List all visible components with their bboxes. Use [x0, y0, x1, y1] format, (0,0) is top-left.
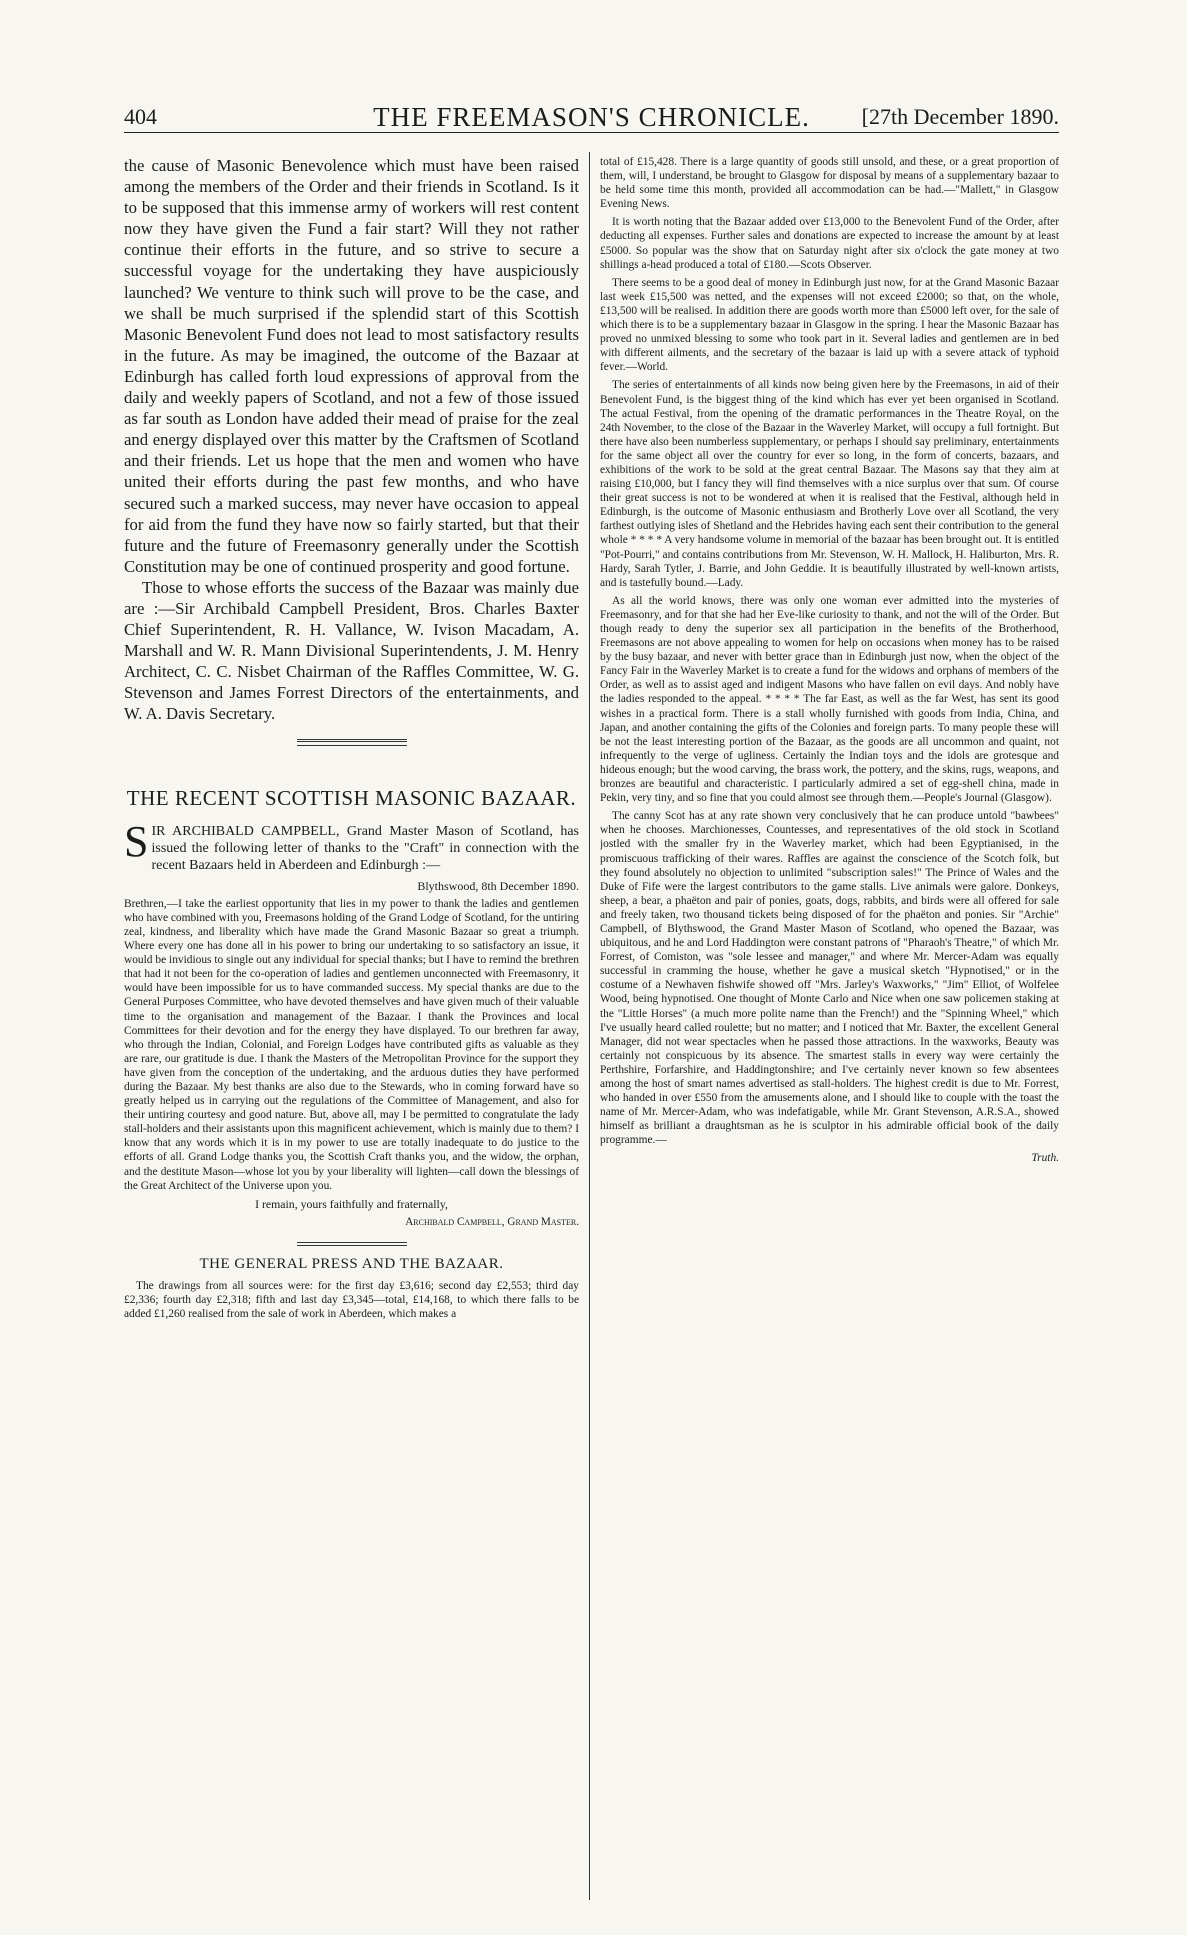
- drop-cap: S: [124, 816, 149, 866]
- letter-dateline: Blythswood, 8th December 1890.: [417, 878, 579, 893]
- column-rule: [589, 152, 590, 1900]
- editorial-paragraph: the cause of Masonic Benevolence which must have been raised among the members of the Order and their friends in Scotland. Is it to be supposed that this immense army of workers will rest content now they have given the Fund a fair start? Will they not rather continue their efforts in the future, and so strive to secure a successful voyage for the undertaking they have auspiciously launched? We venture to think such will prove to be the case, and we shall be much surprised if the splendid start of this Scottish Masonic Benevolent Fund does not lead to most satisfactory results in the future. As may be imagined, the outcome of the Bazaar at Edinburgh has called forth loud expressions of approval from the daily and weekly papers of Scotland, and not a few of those issued as far south as London have added their mead of praise for the zeal and energy displayed over this matter by the Craftsmen of Scotland and their friends. Let us hope that the men and women who have united their efforts during the past few months, and who have secured such a marked success, may never have occasion to appeal for aid from the fund they have now so fairly started, but that their future and the future of Freemasonry generally under the Scottish Constitution may be one of continued prosperity and good fortune.: [124, 156, 579, 576]
- press-paragraph: As all the world knows, there was only one woman ever admitted into the mysteries of Freemasonry, and for that she had her Eve-like curiosity to thank, and not the will of the Order. But though ready to deny the superior sex all participation in the benefits of the Brotherhood, Freemasons are not above appealing to women for help on occasions when money has to be raised by the busy bazaar, and never with better grace than in Edinburgh just now, when the object of the Fancy Fair in the Waverley Market is to create a fund for the widows and orphans of members of the Order, as well as to assist aged and indigent Masons who have fallen on evil days. And nobly have the ladies responded to the appeal. * * * * The far East, as well as the far West, has sent its good wishes in a practical form. There is a stall wholly furnished with goods from India, China, and Japan, and another containing the gifts of the Colonies and foreign parts. To many people these will be not the least interesting portion of the Bazaar, as the goods are all uncommon and quaint, not infrequently to the verge of ugliness. Certainly the Indian toys and the idols are grotesque and hideous enough; but the wood carving, the brass work, the pottery, and the skins, rugs, weapons, and bronzes are beautiful and characteristic. I particularly admired a set of egg-shell china, made in Pekin, very tiny, and so fine that you could almost see through them.—People's Journal (Glasgow).: [600, 594, 1059, 805]
- source-credit: Truth.: [1031, 1152, 1059, 1165]
- press-paragraph: total of £15,428. There is a large quantity of goods still unsold, and these, or a great proportion of them, will, I understand, be brought to Glasgow for disposal by means of a supplementary bazaar to be held some time this month, provided all accommodation can be had.—"Mallett," in Glasgow Evening News.: [600, 156, 1059, 211]
- press-paragraph: The drawings from all sources were: for the first day £3,616; second day £2,553; third day £2,336; fourth day £2,318; fifth and last day £3,345—total, £14,168, to which there falls to be added £1,260 realised from the sale of work in Aberdeen, which makes a: [124, 1279, 579, 1320]
- page-number: 404: [124, 104, 157, 129]
- letter-signoff: I remain, yours faithfully and fraternally,: [255, 1196, 448, 1211]
- section-divider: [297, 1242, 407, 1246]
- article-lead: [124, 816, 579, 875]
- lead-text: IR ARCHIBALD CAMPBELL, Grand Master Mason of Scotland, has issued the following letter of thanks to the "Craft" in connection with the recent Bazaars held in Aberdeen and Edinburgh :—: [151, 823, 579, 874]
- article-heading: THE RECENT SCOTTISH MASONIC BAZAAR.: [126, 785, 577, 810]
- letter-body: [124, 897, 579, 1193]
- left-column: [124, 155, 579, 1900]
- letter-signature: Archibald Campbell, Grand Master.: [405, 1215, 579, 1228]
- article-heading: THE GENERAL PRESS AND THE BAZAAR.: [199, 1255, 504, 1272]
- section-divider: [297, 739, 407, 746]
- editorial-paragraph: Those to whose efforts the success of the Bazaar was mainly due are :—Sir Archibald Campbell President, Bros. Charles Baxter Chief Superintendent, R. H. Vallance, W. Ivison Macadam, A. Marshall and W. R. Mann Divisional Superintendents, J. M. Henry Architect, C. C. Nisbet Chairman of the Raffles Committee, W. G. Stevenson and James Forrest Directors of the entertainments, and W. A. Davis Secretary.: [124, 577, 579, 724]
- letter-paragraph: Brethren,—I take the earliest opportunity that lies in my power to thank the ladies and gentlemen who have combined with you, Freemasons holding of the Grand Lodge of Scotland, for the untiring zeal, kindness, and liberality which have made the Grand Masonic Bazaar so great a triumph. Where every one has done all in his power to bring our undertaking to so satisfactory an issue, it would be invidious to single out any individual for special thanks; but I have to remind the brethren that had it not been for the co-operation of ladies and gentlemen unconnected with Freemasonry, it would have been impossible for us to have commanded success. My special thanks are due to the General Purposes Committee, who have devoted themselves and have given much of their valuable time to the organisation and management of the Bazaar. I thank the Provinces and local Committees for their devotion and for the energy they have displayed. To our brethren far away, who through the Indian, Colonial, and Foreign Lodges have contributed gifts as valuable as they are rare, our gratitude is due. I thank the Masters of the Metropolitan Province for the support they have given from the conception of the undertaking, and the arduous duties they have performed during the Bazaar. My best thanks are also due to the Stewards, who in coming forward have so greatly helped us in carrying out the regulations of the Committee of Management, and also for their untiring courtesy and good nature. But, above all, may I be permitted to congratulate the lady stall-holders and their assistants upon this magnificent achievement, which is mainly due to them? I know that any words which it is in my power to use are totally inadequate to do justice to the efforts of all. Grand Lodge thanks you, the Scottish Craft thanks you, and the widow, the orphan, and the destitute Mason—whose lot you by your liberality will lighten—call down the blessings of the Great Architect of the Universe upon you.: [124, 897, 579, 1192]
- editorial-text: [124, 155, 579, 725]
- press-paragraph: The series of entertainments of all kinds now being given here by the Freemasons, in aid of their Benevolent Fund, is the biggest thing of the kind which has ever yet been organised in Scotland. The actual Festival, from the opening of the dramatic performances in the Theatre Royal, on the 24th November, to the close of the Bazaar in the Waverley Market, will occupy a full fortnight. But there have also been numberless supplementary, or perhaps I should say preliminary, entertainments for the same object all over the country for ever so long, in the form of concerts, bazaars, and exhibitions of the work to be sold at the great central Bazaar. The Masons say that they aim at raising £10,000, but I fancy they will find themselves with a nice surplus over that sum. Of course their great success is not to be wondered at when it is realised that the Festival, although held in Edinburgh, is the outcome of Masonic enthusiasm and Brotherly Love over all Scotland, the very farthest outlying isles of Shetland and the Hebrides having each sent their contribution to the general whole * * * * A very handsome volume in memorial of the bazaar has been brought out. It is entitled "Pot-Pourri," and contains contributions from Mr. Stevenson, W. H. Mallock, H. Haliburton, Mrs. R. Hardy, Sarah Tytler, J. Barrie, and John Geddie. It is beautifully illustrated by well-known artists, and is tastefully bound.—Lady.: [600, 379, 1059, 589]
- issue-date: [27th December 1890.: [861, 104, 1059, 129]
- press-paragraph: There seems to be a good deal of money in Edinburgh just now, for at the Grand Masonic Bazaar last week £15,500 was netted, and the expenses will not exceed £2000; so that, on the whole, £13,500 will be realised. In addition there are goods worth more than £5000 left over, for the sale of which there is to be a supplementary bazaar in Glasgow in the spring. I hear the Masonic Bazaar has proved no unmixed blessing to some who took part in it. Several ladies and gentlemen are in bed with different ailments, and the secretary of the bazaar is laid up with a severe attack of typhoid fever.—World.: [600, 276, 1059, 374]
- right-column: [600, 155, 1059, 1900]
- page-header: [124, 102, 1059, 133]
- press-paragraph: The canny Scot has at any rate shown very conclusively that he can produce untold "bawbees" when he chooses. Marchionesses, Countesses, and representatives of the old stock in Scotland jostled with the smaller fry in the Waverley market, which had been Egyptianised, in the promiscuous trafficking of their wares. Raffles are against the conscience of the Scotch folk, but they found absolutely no objection to unlimited "subscription sales!" The Prince of Wales and the Duke of Fife were the largest contributors to the game stalls. Live animals were galore. Donkeys, sheep, a bear, a phaëton and pair of ponies, goats, dogs, rabbits, and birds were all offered for sale and freely taken, two thousand tickets being disposed of for the phaëton and ponies. Sir "Archie" Campbell, of Blythswood, the Grand Master Mason of Scotland, who opened the Bazaar, was ubiquitous, and he and Lord Haddington were constant patrons of "Pharaoh's Theatre," of which Mr. Forrest, of Comiston, was "sole lessee and manager," and where Mr. Mercer-Adam was equally successful in cramming the house, whether he gave a musical sketch "Hypnotised," or in the costume of a Newhaven fishwife showed off "Mrs. Jarley's Waxworks," "Jim" Elliot, of Wolfelee Wood, being hypnotised. One thought of Monte Carlo and Nice when one saw policemen staking at the "Little Horses" (a much more polite name than the French!) and the "Spinning Wheel," which I've usually heard called roulette; but no matter; and I noticed that Mr. Baxter, the excellent General Manager, did not wear spectacles when he passed those attractions. In the waxworks, Beauty was certainly not conspicuous by its absence. The smartest stalls in every way were certainly the Perthshire, Forfarshire, and Haddingtonshire; and I've certainly never known so few absentees among the host of smart names advertised as stall-holders. The highest credit is due to Mr. Forrest, who handed in over £550 from the amusements alone, and I should like to couple with the toast the name of Mr. Mercer-Adam, who was indefatigable, while Mr. Grant Stevenson, A.R.S.A., showed himself as brilliant a draughtsman as he is sculptor in his admirable official book of the daily programme.—: [600, 810, 1059, 1147]
- masthead-title: THE FREEMASON'S CHRONICLE.: [373, 102, 810, 132]
- press-text: [124, 1279, 579, 1321]
- press-paragraph: It is worth noting that the Bazaar added over £13,000 to the Benevolent Fund of the Order, after deducting all expenses. Further sales and donations are expected to increase the amount by at least £5000. So popular was the show that on Saturday night after six o'clock the gate money at two shillings a-head produced a total of £180.—Scots Observer.: [600, 216, 1059, 271]
